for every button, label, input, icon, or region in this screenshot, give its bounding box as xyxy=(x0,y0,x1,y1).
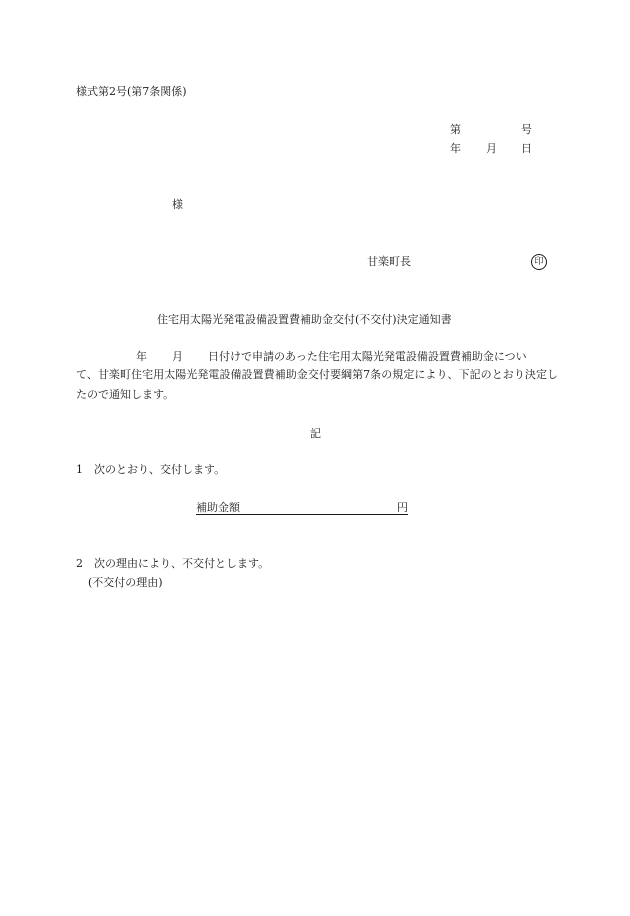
ki-heading: 記 xyxy=(310,427,321,440)
number-dai: 第 xyxy=(450,123,461,136)
date-day: 日 xyxy=(521,142,532,155)
body-line1: 日付けで申請のあった住宅用太陽光発電設備設置費補助金につい xyxy=(208,350,527,363)
body-paragraph: て、甘楽町住宅用太陽光発電設備設置費補助金交付要綱第7条の規定により、下記のとおり決定したので通知します。 xyxy=(76,368,558,401)
date-year: 年 xyxy=(450,142,461,155)
seal-mark: 印 xyxy=(531,254,547,270)
item-2: 2 次の理由により、不交付とします。 xyxy=(76,557,270,570)
issuer-name: 甘楽町長 xyxy=(367,255,411,268)
document-title: 住宅用太陽光発電設備設置費補助金交付(不交付)決定通知書 xyxy=(157,313,452,326)
reason-label: (不交付の理由) xyxy=(88,576,163,589)
amount-underline xyxy=(196,514,408,515)
body-year: 年 xyxy=(136,350,147,363)
date-month: 月 xyxy=(486,142,497,155)
form-label: 様式第2号(第7条関係) xyxy=(76,85,187,98)
item-1: 1 次のとおり、交付します。 xyxy=(76,463,226,476)
amount-unit: 円 xyxy=(397,501,408,514)
amount-label: 補助金額 xyxy=(196,501,240,514)
body-month: 月 xyxy=(172,350,183,363)
number-go: 号 xyxy=(521,123,532,136)
addressee-suffix: 様 xyxy=(172,198,183,211)
